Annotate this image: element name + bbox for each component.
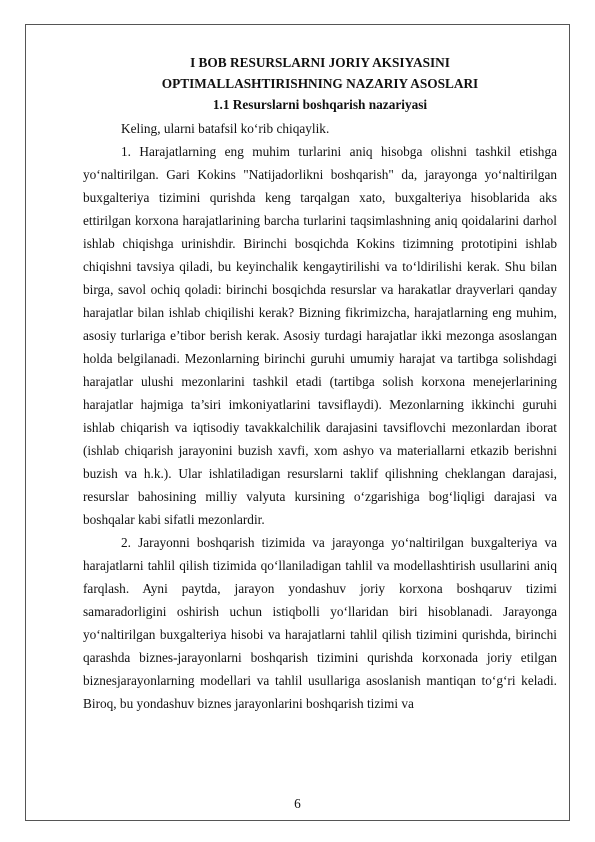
paragraph-item-1: 1. Harajatlarning eng muhim turlarini aniq hisobga olishni tashkil etishga yo‘naltirilgan. Gari Kokins "Natijadorlikni boshqarish" da, jarayonga yo‘naltirilgan buxgalteriya tizimini qurishda keng tarqalgan xato, buxgalteriya hisoblarida aks ettirilgan korxona harajatlarining barcha turlarini taqsimlashning aniq qoidalarini darhol ishlab chiqishga urinishdir. Birinchi bosqichda Kokins tizimning prototipini ishlab chiqishni tavsiya qiladi, bu keyinchalik kengaytirilishi va to‘ldirilishi kerak. Shu bilan birga, savol ochiq qoladi: birinchi bosqichda resurslar va harakatlar drayverlari qanday harajatlar bilan ishlab chiqilishi kerak? Bizning fikrimizcha, harajatlarning eng muhim, asosiy turlariga e’tibor berish kerak. Asosiy turdagi harajatlar ikki mezonga asoslangan holda belgilanadi. Mezonlarning birinchi guruhi umumiy harajat va tartibga solishdagi harajatlar ulushi mezonlarini tashkil etadi (tartibga solish korxona menejerlarining harajatlar hajmiga ta’siri imkoniyatlarini tavsiflaydi). Mezonlarning ikkinchi guruhi ishlab chiqarish va iqtisodiy tavakkalchilik darajasini tavsiflovchi mezonlardan iborat (ishlab chiqarish jarayonini buzish xavfi, xom ashyo va materiallarni etkazib berishni buzish va h.k.). Ular ishlatiladigan resurslarni taklif qilishning cheklangan darajasi, resurslar bahosining milliy valyuta kursining o‘zgarishiga bog‘liqligi darajasi va boshqalar kabi sifatli mezonlardir. [83,144,557,527]
paragraph-intro: Keling, ularni batafsil ko‘rib chiqaylik. [121,121,330,136]
chapter-title-line-1: I BOB RESURSLARNI JORIY AKSIYASINI [190,55,450,70]
document-body [83,52,557,715]
chapter-title-line-2: OPTIMALLASHTIRISHNING NAZARIY ASOSLARI [161,76,479,91]
section-title: 1.1 Resurslarni boshqarish nazariyasi [212,97,428,112]
page-number: 6 [294,796,301,811]
paragraph-item-2: 2. Jarayonni boshqarish tizimida va jarayonga yo‘naltirilgan buxgalteriya va harajatlarni tahlil qilish tizimida qo‘llaniladigan tahlil va modellashtirish usullarini aniq farqlash. Ayni paytda, jarayon yondashuv joriy korxona boshqaruv tizimi samaradorligini oshirish uchun istiqbolli yo‘llaridan biri hisoblanadi. Jarayonga yo‘naltirilgan buxgalteriya hisobi va harajatlarni tahlil qilish tizimini qurishda, birinchi qarashda biznes-jarayonlarni boshqarish tizimini qurishda korxonada joriy etilgan biznesjarayonlarning modellari va tahlil usullariga asoslanish mantiqan to‘g‘ri keladi. Biroq, bu yondashuv biznes jarayonlarini boshqarish tizimi va [83,535,557,711]
